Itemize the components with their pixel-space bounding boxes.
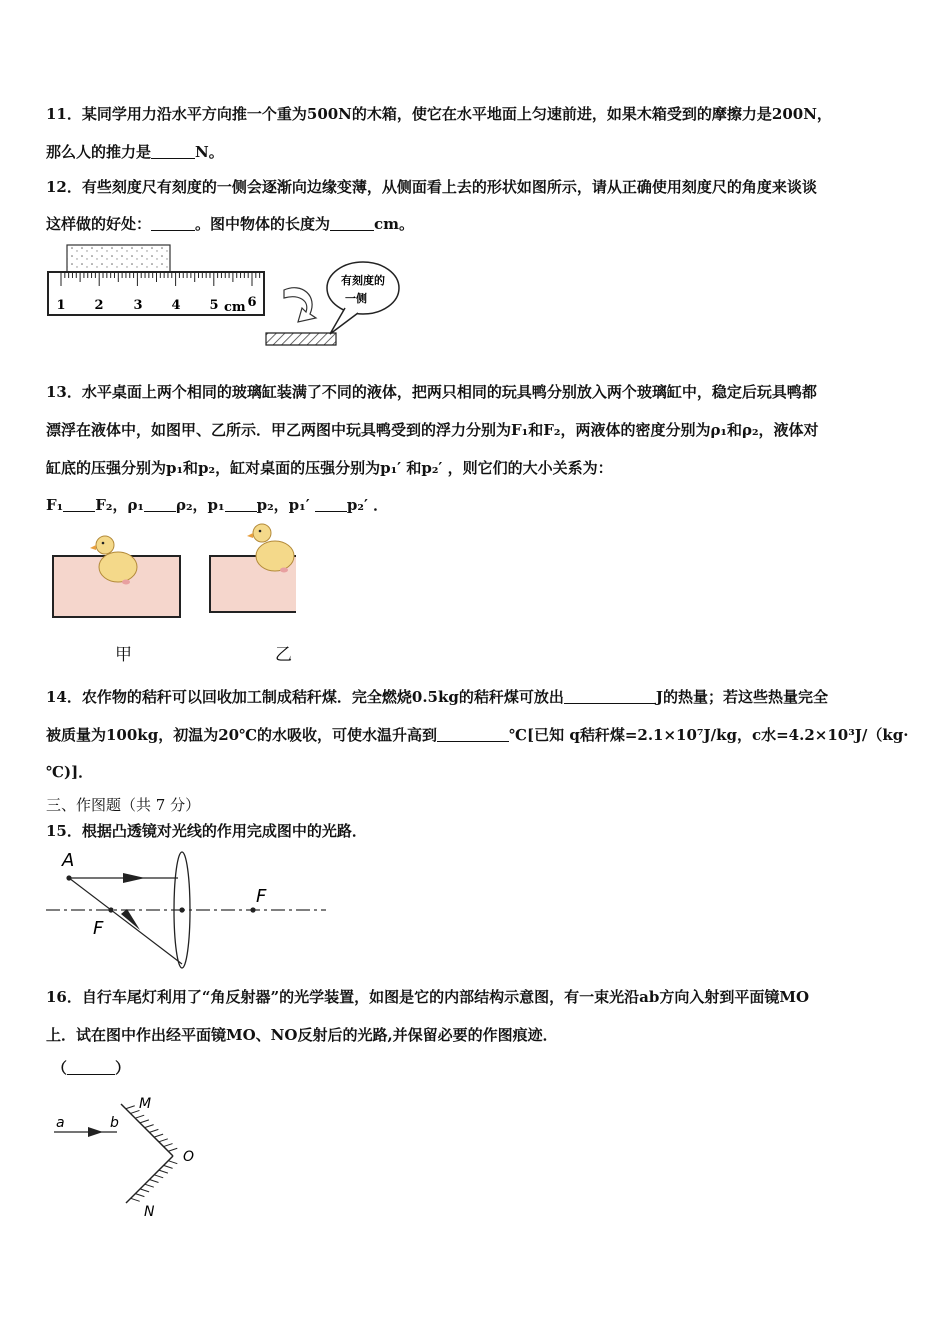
hatch-mark	[140, 1120, 149, 1123]
label-b-point: b	[110, 1115, 119, 1131]
section-3-title: 三、作图题（共 7 分）	[46, 796, 201, 814]
label-o: O	[183, 1149, 195, 1165]
q16-blank-close: ）	[115, 1059, 131, 1077]
q13-item-rho2: ρ₂，p₁	[176, 496, 225, 514]
q13-line1: 13．水平桌面上两个相同的玻璃缸装满了不同的液体，把两只相同的玩具鸭分别放入两个玻璃缸中，稳定后玩具鸭都	[46, 383, 817, 401]
q12-line1: 12．有些刻度尺有刻度的一侧会逐渐向边缘变薄，从侧面看上去的形状如图所示，请从正确使用刻度尺的角度来谈谈	[46, 178, 817, 196]
q11-line2	[46, 141, 224, 162]
q13-blank-1[interactable]	[63, 496, 95, 512]
q16-line2: 上．试在图中作出经平面镜MO、NO反射后的光路,并保留必要的作图痕迹．	[46, 1026, 558, 1044]
q13-item-f1: F₁	[46, 496, 64, 514]
hatch-mark	[159, 1139, 168, 1142]
corner-reflector-figure	[46, 1090, 216, 1222]
hatch-mark	[145, 1125, 154, 1128]
ruler-number-6: 6	[247, 295, 257, 310]
q14-line1	[46, 686, 828, 707]
speech-bubble-tail	[330, 308, 358, 334]
q16-line1: 16．自行车尾灯利用了“角反射器”的光学装置，如图是它的内部结构示意图，有一束光沿ab方向入射到平面镜MO	[46, 988, 810, 1006]
q14-line2-post: ℃[已知 q秸秆煤=2.1×10⁷J/kg，c水=4.2×10³J/（kg·	[509, 726, 909, 744]
hatch-mark	[154, 1134, 163, 1137]
hatch-mark	[149, 1129, 158, 1132]
ruler-number-1: 1	[56, 298, 66, 313]
q13-item-f2: F₂，ρ₁	[95, 496, 144, 514]
ruler-unit: cm	[224, 300, 246, 315]
incident-ray-arrow-icon	[88, 1127, 103, 1137]
ruler-number-3: 3	[133, 298, 143, 313]
ruler-number-4: 4	[171, 298, 181, 313]
q13-blank-3[interactable]	[225, 496, 257, 512]
q11-line1: 11．某同学用力沿水平方向推一个重为500N的木箱，使它在水平地面上匀速前进，如果木箱受到的摩擦力是200N，	[46, 105, 832, 123]
ruler-figure	[40, 238, 410, 350]
bubble-text-1: 有刻度的	[341, 274, 385, 287]
duck-tanks-figure	[46, 523, 296, 623]
q12-benefit-blank[interactable]	[151, 215, 195, 231]
q14-line1-post: J的热量；若这些热量完全	[655, 688, 828, 706]
hatch-mark	[126, 1106, 135, 1109]
hatch-mark	[135, 1194, 144, 1197]
q11-answer-blank[interactable]	[151, 143, 195, 159]
hatch-mark	[164, 1165, 173, 1168]
hatch-mark	[164, 1144, 173, 1147]
q13-line2: 漂浮在液体中，如图甲、乙所示．甲乙两图中玩具鸭受到的浮力分别为F₁和F₂，两液体的密度分别为ρ₁和ρ₂，液体对	[46, 421, 819, 439]
q12-line2-pre: 这样做的好处：	[46, 215, 152, 233]
hatch-mark	[150, 1180, 159, 1183]
q15-line1: 15．根据凸透镜对光线的作用完成图中的光路．	[46, 822, 367, 840]
q13-blank-4[interactable]	[315, 496, 347, 512]
hatch-mark	[135, 1115, 144, 1118]
label-a: A	[62, 850, 75, 871]
q12-length-blank[interactable]	[330, 215, 374, 231]
q11-line2-post: N。	[195, 143, 224, 161]
ruler-number-2: 2	[94, 298, 104, 313]
q16-blank-open: （	[52, 1059, 68, 1077]
optical-center	[179, 907, 184, 912]
q14-heat-blank[interactable]	[564, 688, 656, 704]
hatch-mark	[168, 1161, 177, 1164]
ray-through-focus	[69, 878, 182, 964]
hatch-mark	[159, 1170, 168, 1173]
q14-temp-blank[interactable]	[437, 726, 509, 742]
hatch-mark	[145, 1184, 154, 1187]
q16-answer-blank[interactable]	[67, 1059, 115, 1075]
measured-object	[67, 245, 170, 272]
q14-line1-pre: 14．农作物的秸秆可以回收加工制成秸秆煤．完全燃烧0.5kg的秸秆煤可放出	[46, 688, 564, 706]
q16-answer-line	[52, 1057, 130, 1078]
label-n: N	[144, 1204, 155, 1220]
speech-bubble	[327, 262, 399, 314]
hatch-mark	[154, 1175, 163, 1178]
q13-blank-2[interactable]	[144, 496, 176, 512]
mirror-mo-hatching	[126, 1106, 178, 1152]
focus-right	[250, 907, 255, 912]
q11-line2-pre: 那么人的推力是	[46, 143, 152, 161]
label-a-point: a	[56, 1115, 65, 1131]
label-f-left: F	[93, 918, 104, 939]
q14-line3: ℃)]．	[46, 763, 94, 781]
ruler-side-view	[266, 333, 336, 345]
q13-item-p2prime: p₂′ ．	[346, 496, 389, 514]
q14-line2-pre: 被质量为100kg，初温为20℃的水吸收，可使水温升高到	[46, 726, 438, 744]
convex-lens-figure	[40, 846, 340, 974]
q13-line3: 缸底的压强分别为p₁和p₂，缸对桌面的压强分别为p₁′ 和p₂′ ，则它们的大小关系为：	[46, 459, 613, 477]
mirror-no-hatching	[131, 1161, 178, 1202]
q13-item-p2: p₂，p₁′	[256, 496, 310, 514]
q12-line2-post: cm。	[374, 215, 415, 233]
q12-line2	[46, 213, 414, 234]
hatch-mark	[168, 1148, 177, 1151]
q13-answer-line	[46, 494, 388, 515]
bubble-text-2: 一侧	[345, 292, 367, 305]
hatch-mark	[140, 1189, 149, 1192]
caption-jia: 甲	[115, 645, 132, 665]
curved-arrow-icon	[284, 288, 316, 322]
q14-line2	[46, 724, 908, 745]
ray-arrow-1-icon	[123, 873, 145, 883]
label-m: M	[139, 1096, 152, 1112]
q12-line2-mid: 。图中物体的长度为	[195, 215, 331, 233]
label-f-right: F	[256, 886, 267, 907]
focus-left	[108, 907, 113, 912]
ruler-number-5: 5	[209, 298, 219, 313]
hatch-mark	[131, 1198, 140, 1201]
caption-yi: 乙	[275, 645, 292, 665]
